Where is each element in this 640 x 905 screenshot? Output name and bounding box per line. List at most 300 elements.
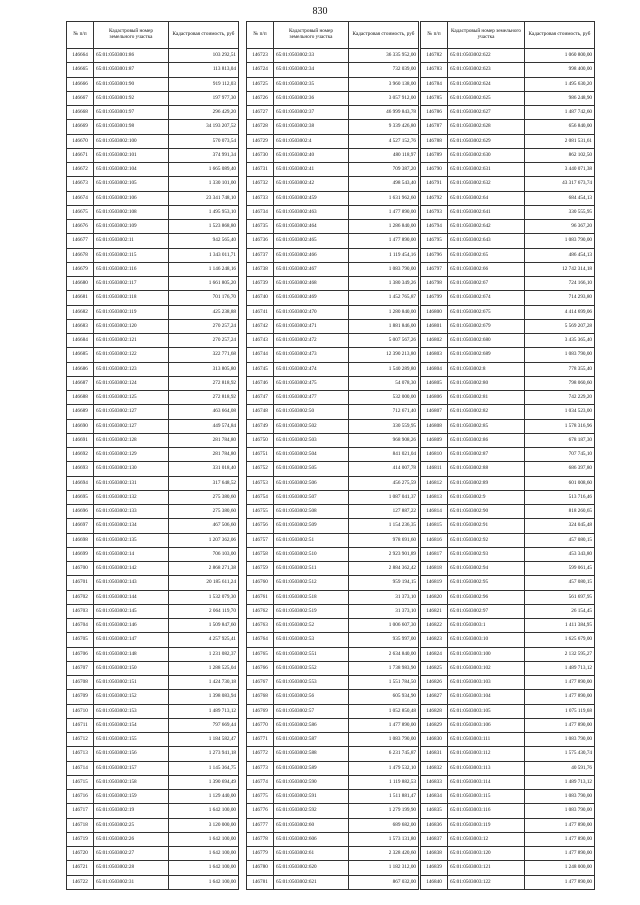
table-row xyxy=(247,391,419,405)
cadastral-value: 678 187,30 xyxy=(525,433,595,447)
row-number: 146665 xyxy=(67,63,94,77)
cadastral-value: 1 642 100,00 xyxy=(169,861,239,875)
table-row xyxy=(421,847,595,861)
cadastral-table xyxy=(420,21,595,890)
row-number: 146775 xyxy=(247,790,274,804)
cadastral-number: 65:01:0503002:459 xyxy=(274,191,349,205)
cadastral-number: 65:01:0503002:96 xyxy=(448,590,525,604)
cadastral-number: 65:01:0503002:52 xyxy=(274,619,349,633)
cadastral-number: 65:01:0503002:518 xyxy=(274,590,349,604)
cadastral-number: 65:01:0503003:115 xyxy=(448,790,525,804)
cadastral-value: 798 060,60 xyxy=(525,376,595,390)
cadastral-value: 498 543,40 xyxy=(349,177,419,191)
cadastral-value: 742 229,20 xyxy=(525,391,595,405)
cadastral-number: 65:01:0503002:40 xyxy=(274,148,349,162)
cadastral-value: 3 057 912,00 xyxy=(349,91,419,105)
cadastral-value: 374 991,34 xyxy=(169,148,239,162)
cadastral-number: 65:01:0503002:85 xyxy=(448,419,525,433)
table-row xyxy=(421,476,595,490)
cadastral-value: 1 477 890,00 xyxy=(525,875,595,889)
row-number: 146811 xyxy=(421,462,448,476)
cadastral-number: 65:01:0503002:622 xyxy=(448,49,525,63)
cadastral-number: 65:01:0503002:101 xyxy=(94,148,169,162)
table-row xyxy=(421,433,595,447)
table-row xyxy=(247,248,419,262)
table-row xyxy=(421,533,595,547)
cadastral-number: 65:01:0503002:591 xyxy=(274,790,349,804)
table-row xyxy=(421,348,595,362)
cadastral-value: 1 642 100,00 xyxy=(169,875,239,889)
cadastral-number: 65:01:0503002:9 xyxy=(448,490,525,504)
cadastral-number: 65:01:0503003:112 xyxy=(448,747,525,761)
row-number: 146745 xyxy=(247,362,274,376)
table-row xyxy=(247,505,419,519)
table-row xyxy=(67,391,239,405)
cadastral-number: 65:01:0503002:91 xyxy=(448,519,525,533)
cadastral-value: 2 923 901,89 xyxy=(349,547,419,561)
table-row xyxy=(67,775,239,789)
row-number: 146791 xyxy=(421,177,448,191)
cadastral-number: 65:01:0503002:632 xyxy=(448,177,525,191)
cadastral-value: 463 664,08 xyxy=(169,405,239,419)
row-number: 146718 xyxy=(67,818,94,832)
row-number: 146761 xyxy=(247,590,274,604)
table-row xyxy=(247,134,419,148)
row-number: 146771 xyxy=(247,733,274,747)
table-row xyxy=(247,676,419,690)
cadastral-number: 65:01:0503002:466 xyxy=(274,248,349,262)
cadastral-number: 65:01:0503002:551 xyxy=(274,647,349,661)
cadastral-number: 65:01:0503002:156 xyxy=(94,747,169,761)
cadastral-number: 65:01:0503002:36 xyxy=(274,91,349,105)
row-number: 146808 xyxy=(421,419,448,433)
cadastral-number: 65:01:0503002:472 xyxy=(274,334,349,348)
table-row xyxy=(67,163,239,177)
cadastral-value: 3 440 071,38 xyxy=(525,163,595,177)
cadastral-number: 65:01:0503002:123 xyxy=(94,362,169,376)
table-row xyxy=(421,661,595,675)
cadastral-number: 65:01:0503002:27 xyxy=(94,847,169,861)
table-row xyxy=(247,747,419,761)
row-number: 146810 xyxy=(421,448,448,462)
table-row xyxy=(421,875,595,889)
cadastral-value: 486 454,13 xyxy=(525,248,595,262)
row-number: 146785 xyxy=(421,91,448,105)
row-number: 146812 xyxy=(421,476,448,490)
row-number: 146789 xyxy=(421,148,448,162)
cadastral-value: 605 934,90 xyxy=(349,690,419,704)
cadastral-number: 65:01:0503002:606 xyxy=(274,832,349,846)
cadastral-number: 65:01:0503002:628 xyxy=(448,120,525,134)
cadastral-number: 65:01:0503002:97 xyxy=(448,604,525,618)
cadastral-number: 65:01:0503002:508 xyxy=(274,505,349,519)
table-row xyxy=(247,519,419,533)
cadastral-value: 1 273 941,18 xyxy=(169,747,239,761)
cadastral-value: 707 745,10 xyxy=(525,448,595,462)
row-number: 146757 xyxy=(247,533,274,547)
cadastral-value: 701 176,70 xyxy=(169,291,239,305)
cadastral-number: 65:01:0503001:90 xyxy=(94,77,169,91)
table-row xyxy=(67,690,239,704)
row-number: 146769 xyxy=(247,704,274,718)
table-row xyxy=(421,676,595,690)
table-row xyxy=(67,49,239,63)
table-row xyxy=(67,619,239,633)
cadastral-value: 532 000,00 xyxy=(349,391,419,405)
cadastral-number: 65:01:0503002:627 xyxy=(448,106,525,120)
cadastral-number: 65:01:0503002:512 xyxy=(274,576,349,590)
cadastral-value: 706 103,00 xyxy=(169,547,239,561)
cadastral-number: 65:01:0503002:116 xyxy=(94,262,169,276)
table-row xyxy=(247,704,419,718)
row-number: 146805 xyxy=(421,376,448,390)
table-row xyxy=(67,177,239,191)
cadastral-number: 65:01:0503002:463 xyxy=(274,205,349,219)
row-number: 146701 xyxy=(67,576,94,590)
row-number: 146673 xyxy=(67,177,94,191)
cadastral-value: 1 231 082,37 xyxy=(169,647,239,661)
table-row xyxy=(67,148,239,162)
row-number: 146809 xyxy=(421,433,448,447)
cadastral-value: 324 045,48 xyxy=(525,519,595,533)
cadastral-number: 65:01:0503002:471 xyxy=(274,319,349,333)
row-number: 146762 xyxy=(247,604,274,618)
row-number: 146800 xyxy=(421,305,448,319)
table-column-1 xyxy=(66,21,238,890)
table-row xyxy=(247,362,419,376)
cadastral-number: 65:01:0503002:143 xyxy=(94,576,169,590)
cadastral-value: 4 257 925,41 xyxy=(169,633,239,647)
row-number: 146754 xyxy=(247,490,274,504)
table-row xyxy=(67,790,239,804)
table-row xyxy=(247,319,419,333)
table-row xyxy=(67,476,239,490)
table-row xyxy=(421,633,595,647)
table-row xyxy=(421,106,595,120)
cadastral-value: 275 380,60 xyxy=(169,490,239,504)
cadastral-number: 65:01:0503002:155 xyxy=(94,733,169,747)
table-row xyxy=(247,619,419,633)
cadastral-value: 453 343,80 xyxy=(525,547,595,561)
row-number: 146801 xyxy=(421,319,448,333)
cadastral-value: 1 083 790,00 xyxy=(525,733,595,747)
cadastral-value: 467 506,60 xyxy=(169,519,239,533)
cadastral-value: 1 330 101,00 xyxy=(169,177,239,191)
cadastral-number: 65:01:0503002:67 xyxy=(448,277,525,291)
cadastral-value: 330 559,95 xyxy=(349,419,419,433)
row-number: 146748 xyxy=(247,405,274,419)
cadastral-value: 656 840,00 xyxy=(525,120,595,134)
cadastral-number: 65:01:0503002:689 xyxy=(448,348,525,362)
cadastral-number: 65:01:0503002:35 xyxy=(274,77,349,91)
cadastral-value: 684 454,13 xyxy=(525,191,595,205)
row-number: 146774 xyxy=(247,775,274,789)
cadastral-number: 65:01:0503002:93 xyxy=(448,547,525,561)
cadastral-value: 862 102,50 xyxy=(525,148,595,162)
cadastral-number: 65:01:0503002:643 xyxy=(448,234,525,248)
cadastral-value: 1 578 316,96 xyxy=(525,419,595,433)
row-number: 146713 xyxy=(67,747,94,761)
table-row xyxy=(247,818,419,832)
cadastral-value: 12 390 213,80 xyxy=(349,348,419,362)
cadastral-value: 1 477 890,00 xyxy=(525,832,595,846)
cadastral-number: 65:01:0503002:92 xyxy=(448,533,525,547)
table-row xyxy=(67,718,239,732)
cadastral-value: 1 477 890,00 xyxy=(349,234,419,248)
table-row xyxy=(67,248,239,262)
table-row xyxy=(67,462,239,476)
cadastral-value: 1 380 349,26 xyxy=(349,277,419,291)
cadastral-value: 457 080,15 xyxy=(525,533,595,547)
cadastral-value: 275 380,60 xyxy=(169,505,239,519)
table-row xyxy=(247,177,419,191)
table-row xyxy=(247,77,419,91)
table-row xyxy=(67,490,239,504)
table-row xyxy=(421,576,595,590)
row-number: 146826 xyxy=(421,676,448,690)
cadastral-value: 54 078,30 xyxy=(349,376,419,390)
row-number: 146832 xyxy=(421,761,448,775)
table-row xyxy=(67,405,239,419)
cadastral-value: 686 397,80 xyxy=(525,462,595,476)
row-number: 146670 xyxy=(67,134,94,148)
row-number: 146778 xyxy=(247,832,274,846)
cadastral-number: 65:01:0503003:114 xyxy=(448,775,525,789)
table-row xyxy=(247,775,419,789)
cadastral-value: 449 574,84 xyxy=(169,419,239,433)
cadastral-number: 65:01:0503002:473 xyxy=(274,348,349,362)
cadastral-value: 313 805,80 xyxy=(169,362,239,376)
table-row xyxy=(247,191,419,205)
row-number: 146717 xyxy=(67,804,94,818)
row-number: 146764 xyxy=(247,633,274,647)
row-number: 146755 xyxy=(247,505,274,519)
row-number: 146715 xyxy=(67,775,94,789)
cadastral-value: 1 573 131,80 xyxy=(349,832,419,846)
cadastral-value: 480 118,97 xyxy=(349,148,419,162)
cadastral-value: 818 260,65 xyxy=(525,505,595,519)
cadastral-value: 919 112,03 xyxy=(169,77,239,91)
table-row xyxy=(67,847,239,861)
cadastral-value: 270 257,24 xyxy=(169,319,239,333)
row-number: 146790 xyxy=(421,163,448,177)
table-row xyxy=(421,120,595,134)
row-number: 146828 xyxy=(421,704,448,718)
table-row xyxy=(421,790,595,804)
row-number: 146741 xyxy=(247,305,274,319)
row-number: 146727 xyxy=(247,106,274,120)
cadastral-number: 65:01:0503002:474 xyxy=(274,362,349,376)
cadastral-value: 709 387,20 xyxy=(349,163,419,177)
table-row xyxy=(67,376,239,390)
cadastral-value: 601 008,60 xyxy=(525,476,595,490)
cadastral-value: 1 083 790,00 xyxy=(349,733,419,747)
row-number: 146783 xyxy=(421,63,448,77)
cadastral-value: 1 288 525,04 xyxy=(169,661,239,675)
row-number: 146831 xyxy=(421,747,448,761)
table-row xyxy=(421,647,595,661)
header-cadastral: Кадастровый номер земельного участка xyxy=(94,22,169,49)
row-number: 146823 xyxy=(421,633,448,647)
row-number: 146725 xyxy=(247,77,274,91)
row-number: 146838 xyxy=(421,847,448,861)
cadastral-value: 40 591,76 xyxy=(525,761,595,775)
table-row xyxy=(247,448,419,462)
cadastral-value: 197 977,30 xyxy=(169,91,239,105)
cadastral-value: 1 738 983,90 xyxy=(349,661,419,675)
cadastral-value: 978 691,60 xyxy=(349,533,419,547)
cadastral-number: 65:01:0503002:507 xyxy=(274,490,349,504)
cadastral-value: 6 231 745,87 xyxy=(349,747,419,761)
table-row xyxy=(247,277,419,291)
table-row xyxy=(67,604,239,618)
row-number: 146821 xyxy=(421,604,448,618)
cadastral-number: 65:01:0503002:8 xyxy=(448,362,525,376)
row-number: 146723 xyxy=(247,49,274,63)
cadastral-value: 1 631 962,60 xyxy=(349,191,419,205)
row-number: 146822 xyxy=(421,619,448,633)
row-number: 146664 xyxy=(67,49,94,63)
row-number: 146702 xyxy=(67,590,94,604)
row-number: 146750 xyxy=(247,433,274,447)
cadastral-value: 1 279 199,90 xyxy=(349,804,419,818)
row-number: 146763 xyxy=(247,619,274,633)
row-number: 146720 xyxy=(67,847,94,861)
cadastral-value: 1 119 882,53 xyxy=(349,775,419,789)
table-row xyxy=(67,633,239,647)
table-row xyxy=(421,490,595,504)
cadastral-number: 65:01:0503002:553 xyxy=(274,676,349,690)
row-number: 146700 xyxy=(67,562,94,576)
table-row xyxy=(421,590,595,604)
row-number: 146667 xyxy=(67,91,94,105)
row-number: 146830 xyxy=(421,733,448,747)
cadastral-number: 65:01:0503002:642 xyxy=(448,220,525,234)
table-row xyxy=(67,106,239,120)
row-number: 146819 xyxy=(421,576,448,590)
cadastral-value: 714 293,80 xyxy=(525,291,595,305)
cadastral-value: 281 784,80 xyxy=(169,448,239,462)
table-row xyxy=(421,234,595,248)
row-number: 146679 xyxy=(67,262,94,276)
cadastral-value: 1 129 440,00 xyxy=(169,790,239,804)
cadastral-table xyxy=(66,21,239,890)
cadastral-number: 65:01:0503002:50 xyxy=(274,405,349,419)
table-row xyxy=(421,619,595,633)
cadastral-value: 3 960 138,00 xyxy=(349,77,419,91)
header-value: Кадастровая стоимость, руб xyxy=(349,22,419,49)
row-number: 146772 xyxy=(247,747,274,761)
table-row xyxy=(67,818,239,832)
table-row xyxy=(247,205,419,219)
table-row xyxy=(67,733,239,747)
cadastral-number: 65:01:0503002:108 xyxy=(94,205,169,219)
table-row xyxy=(247,733,419,747)
row-number: 146743 xyxy=(247,334,274,348)
row-number: 146839 xyxy=(421,861,448,875)
table-row xyxy=(67,77,239,91)
cadastral-value: 2 328 420,60 xyxy=(349,847,419,861)
cadastral-value: 1 477 890,00 xyxy=(525,847,595,861)
row-number: 146733 xyxy=(247,191,274,205)
table-row xyxy=(247,790,419,804)
cadastral-value: 867 032,00 xyxy=(349,875,419,889)
cadastral-number: 65:01:0503002:41 xyxy=(274,163,349,177)
cadastral-value: 1 390 694,49 xyxy=(169,775,239,789)
cadastral-number: 65:01:0503002:28 xyxy=(94,861,169,875)
cadastral-number: 65:01:0503001:86 xyxy=(94,49,169,63)
table-row xyxy=(421,704,595,718)
table-row xyxy=(421,690,595,704)
cadastral-value: 1 087 041,37 xyxy=(349,490,419,504)
table-row xyxy=(421,305,595,319)
cadastral-number: 65:01:0503002:153 xyxy=(94,704,169,718)
cadastral-value: 689 682,00 xyxy=(349,818,419,832)
row-number: 146794 xyxy=(421,220,448,234)
header-cadastral: Кадастровый номер земельного участка xyxy=(448,22,525,49)
row-number: 146726 xyxy=(247,91,274,105)
table-row xyxy=(247,91,419,105)
table-row xyxy=(421,91,595,105)
cadastral-value: 1 487 742,60 xyxy=(525,106,595,120)
cadastral-value: 1 881 846,00 xyxy=(349,319,419,333)
row-number: 146781 xyxy=(247,875,274,889)
cadastral-number: 65:01:0503002:87 xyxy=(448,448,525,462)
table-row xyxy=(67,861,239,875)
cadastral-number: 65:01:0503002:630 xyxy=(448,148,525,162)
row-number: 146803 xyxy=(421,348,448,362)
row-number: 146731 xyxy=(247,163,274,177)
cadastral-value: 9 339 426,80 xyxy=(349,120,419,134)
cadastral-value: 31 373,10 xyxy=(349,604,419,618)
cadastral-number: 65:01:0503002:129 xyxy=(94,448,169,462)
table-row xyxy=(421,391,595,405)
cadastral-number: 65:01:0503001:97 xyxy=(94,106,169,120)
cadastral-number: 65:01:0503002:125 xyxy=(94,391,169,405)
cadastral-number: 65:01:0503002:26 xyxy=(94,832,169,846)
cadastral-number: 65:01:0503001:87 xyxy=(94,63,169,77)
cadastral-number: 65:01:0503002:90 xyxy=(448,505,525,519)
row-number: 146694 xyxy=(67,476,94,490)
cadastral-number: 65:01:0503003:10 xyxy=(448,633,525,647)
row-number: 146818 xyxy=(421,562,448,576)
cadastral-number: 65:01:0503003:120 xyxy=(448,847,525,861)
cadastral-value: 1 479 532,10 xyxy=(349,761,419,775)
cadastral-value: 4 527 152,76 xyxy=(349,134,419,148)
cadastral-value: 1 540 289,80 xyxy=(349,362,419,376)
row-number: 146814 xyxy=(421,505,448,519)
row-number: 146728 xyxy=(247,120,274,134)
cadastral-value: 797 669,44 xyxy=(169,718,239,732)
row-number: 146704 xyxy=(67,619,94,633)
cadastral-value: 998 400,00 xyxy=(525,63,595,77)
cadastral-number: 65:01:0503002:31 xyxy=(94,875,169,889)
row-number: 146759 xyxy=(247,562,274,576)
cadastral-value: 1 182 312,00 xyxy=(349,861,419,875)
cadastral-value: 599 061,45 xyxy=(525,562,595,576)
table-row xyxy=(67,433,239,447)
row-number: 146685 xyxy=(67,348,94,362)
cadastral-value: 2 081 531,61 xyxy=(525,134,595,148)
table-row xyxy=(67,262,239,276)
table-row xyxy=(247,405,419,419)
row-number: 146756 xyxy=(247,519,274,533)
table-row xyxy=(421,163,595,177)
table-row xyxy=(421,134,595,148)
row-number: 146696 xyxy=(67,505,94,519)
cadastral-value: 778 355,40 xyxy=(525,362,595,376)
header-value: Кадастровая стоимость, руб xyxy=(169,22,239,49)
